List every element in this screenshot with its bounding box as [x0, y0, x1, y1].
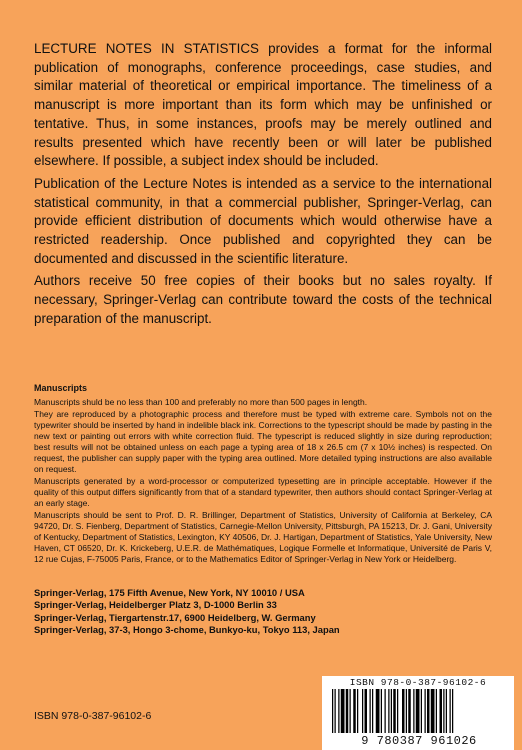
- barcode-bar: [338, 689, 339, 733]
- barcode-bar: [416, 689, 420, 733]
- barcode-bar: [357, 689, 358, 733]
- manuscripts-paragraph-3: Manuscripts generated by a word-processor or computerized typesetting are in principle acceptable. However if the quality of this output differs significantly from that of a standard typewriter, then authors should contact Springer-Verlag at an early stage.: [34, 476, 492, 509]
- barcode-bar: [372, 689, 373, 733]
- barcode-bar: [443, 689, 444, 733]
- barcode-bar: [440, 689, 443, 733]
- manuscripts-section: [34, 383, 492, 567]
- manuscripts-paragraph-4: Manuscripts should be sent to Prof. D. R. Brillinger, Department of Statistics, University of California at Berkeley, CA 94720, Dr. S. Fienberg, Department of Statistics, Carnegie-Mellon University, Pittsburgh, PA 15213, Dr. J. Gani, University of Kentucky, Department of Statistics, Lexington, KY 40506, Dr. J. Hartigan, Department of Statistics, Yale University, New Haven, CT 06520, Dr. K. Krickeberg, U.E.R. de Mathématiques, Logique Formelle et Informatique, Université de Paris V, 12 rue Cujas, F-75005 Paris, France, or to the Mathematics Editor of Springer-Verlag in New York or Heidelberg.: [34, 510, 492, 565]
- barcode-bar: [393, 689, 396, 733]
- barcode-bar: [408, 689, 411, 733]
- barcode-bar: [385, 689, 386, 733]
- barcode-bar: [406, 689, 407, 733]
- barcode-bar: [391, 689, 392, 733]
- barcode-bar: [362, 689, 363, 733]
- barcode-bar: [365, 689, 368, 733]
- barcode-bar: [421, 689, 422, 733]
- barcode-digits: 9 780387 961026: [361, 734, 477, 748]
- barcode-bar: [425, 689, 426, 733]
- barcode-bar: [450, 689, 451, 733]
- manuscripts-heading: Manuscripts: [34, 383, 88, 393]
- barcode-bar: [427, 689, 430, 733]
- intro-text: [34, 40, 492, 333]
- barcode-bar: [413, 689, 414, 733]
- publisher-addresses: [34, 587, 434, 636]
- barcode-icon: [330, 689, 506, 733]
- barcode-bar: [397, 689, 398, 733]
- isbn-label: ISBN 978-0-387-96102-6: [34, 710, 152, 722]
- barcode-bar: [350, 689, 351, 733]
- address-berlin: Springer-Verlag, Heidelberger Platz 3, D-1000 Berlin 33: [34, 599, 277, 611]
- intro-paragraph-3: Authors receive 50 free copies of their books but no sales royalty. If necessary, Springer-Verlag can contribute toward the costs of the technical preparation of the manuscript.: [34, 273, 492, 326]
- barcode-bar: [452, 689, 453, 733]
- barcode-bar: [370, 689, 371, 733]
- barcode-bar: [346, 689, 349, 733]
- barcode-bar: [341, 689, 345, 733]
- manuscripts-paragraph-1: Manuscripts shuld be no less than 100 and preferably no more than 500 pages in length.: [34, 396, 368, 407]
- barcode-bar: [376, 689, 380, 733]
- manuscripts-paragraph-2: They are reproduced by a photographic process and therefore must be typed with extreme care. Symbols not on the typewriter should be inserted by hand in indelible black ink. Corrections to the typescript should be made by pasting in the new text or painting out errors with white correction fluid. The typescript is reduced slightly in size during reproduction; best results will not be obtained unless on each page a typing area of 18 x 26.5 cm (7 x 10½ inches) is respected. On request, the publisher can supply paper with the typing area outlined. More detailed typing instructions are also available on request.: [34, 409, 492, 474]
- address-heidelberg: Springer-Verlag, Tiergartenstr.17, 6900 Heidelberg, W. Germany: [34, 611, 316, 623]
- barcode-bar: [402, 689, 405, 733]
- barcode-isbn-text: ISBN 978-0-387-96102-6: [349, 677, 487, 688]
- barcode-bar: [353, 689, 356, 733]
- intro-paragraph-1: LECTURE NOTES IN STATISTICS provides a format for the informal publication of monographs, conference proceedings, case studies, and similar material of theoretical or empirical importance. The timeliness of a manuscript is more important than its form which may be unfinished or tentative. Thus, in some instances, proofs may be merely outlined and results presented which have recently been or will later be published elsewhere. If possible, a subject index should be included.: [34, 41, 492, 169]
- barcode-bar: [446, 689, 447, 733]
- barcode-bar: [335, 689, 336, 733]
- barcode-bar: [332, 689, 333, 733]
- barcode-bar: [436, 689, 437, 733]
- address-tokyo: Springer-Verlag, 37-3, Hongo 3-chome, Bunkyo-ku, Tokyo 113, Japan: [34, 623, 340, 635]
- address-new-york: Springer-Verlag, 175 Fifth Avenue, New York, NY 10010 / USA: [34, 587, 305, 598]
- barcode-bar: [431, 689, 435, 733]
- barcode-bar: [388, 689, 389, 733]
- barcode-bar: [381, 689, 382, 733]
- intro-paragraph-2: Publication of the Lecture Notes is intended as a service to the international statistical community, in that a commercial publisher, Springer-Verlag, can provide efficient distribution of documents which would otherwise have a restricted readership. Once published and copyrighted they can be documented and discussed in the scientific literature.: [34, 175, 492, 266]
